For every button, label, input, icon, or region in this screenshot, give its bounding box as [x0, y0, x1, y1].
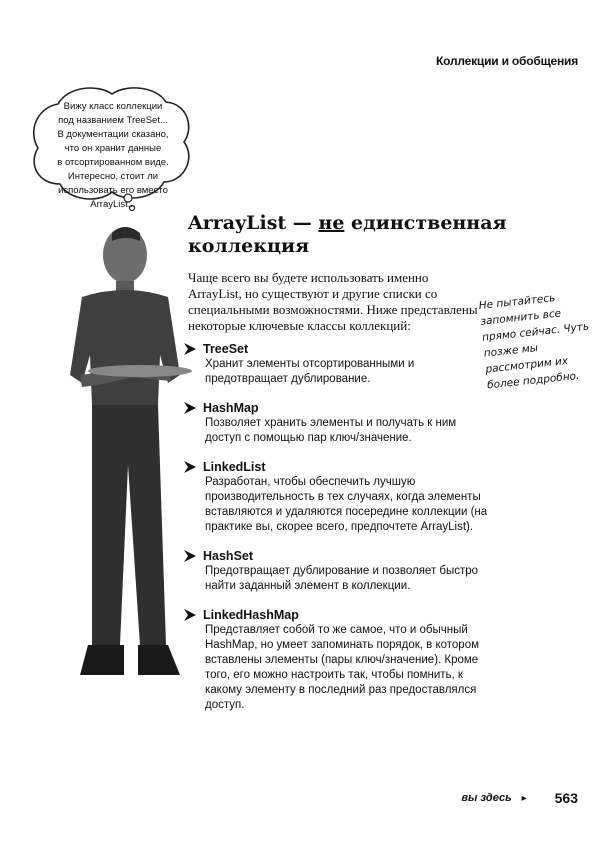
- collection-class-list: [183, 342, 493, 727]
- item-description: Разработан, чтобы обеспечить лучшую производительность в тех случаях, когда элементы вставляются и удаляются посередине коллекции (на практике вы, скорее всего, предпочтете ArrayList).: [205, 476, 488, 533]
- item-title: LinkedHashMap: [203, 608, 299, 622]
- item-description: Представляет собой то же самое, что и обычный HashMap, но умеет запоминать порядок, в котором вставлены элементы (пары ключ/значение). Кроме того, его можно настроить так, чтобы помнить, к какому элементу в последний раз предоставлялся доступ.: [205, 624, 480, 711]
- list-item: [183, 460, 493, 535]
- you-are-here-label: вы здесь: [461, 792, 512, 804]
- thought-bubble-text: Вижу класс коллекции под названием TreeSet... В документации сказано, что он хранит данные в отсортированном виде. Интересно, стоит ли использовать его вместо ArrayList...: [57, 101, 169, 210]
- section-heading: ArrayList — не единственная коллекция: [188, 212, 507, 257]
- item-title: HashSet: [203, 549, 254, 563]
- intro-paragraph: Чаще всего вы будете использовать именно ArrayList, но существуют и другие списки со специальными возможностями. Ниже представлены некоторые ключевые классы коллекций:: [188, 270, 478, 333]
- item-description: Предотвращает дублирование и позволяет быстро найти заданный элемент в коллекции.: [205, 565, 479, 592]
- running-header: Коллекции и обобщения: [435, 54, 578, 68]
- footer-arrow-icon: ▸: [521, 792, 527, 804]
- pointer-arrow-icon: [183, 549, 197, 563]
- pointer-arrow-icon: [183, 608, 197, 622]
- list-item: [183, 401, 493, 446]
- item-title: LinkedList: [203, 460, 266, 474]
- list-item: [183, 342, 493, 387]
- list-item: [183, 549, 493, 594]
- item-title: HashMap: [203, 401, 259, 415]
- handwritten-side-note: Не пытайтесь запомнить все прямо сейчас. Чуть позже мы рассмотрим их более подробно.: [478, 291, 590, 392]
- page-footer: [461, 790, 578, 806]
- item-description: Хранит элементы отсортированными и предотвращает дублирование.: [205, 358, 415, 385]
- page-number: 563: [554, 790, 578, 806]
- pointer-arrow-icon: [183, 460, 197, 474]
- item-title: TreeSet: [203, 342, 249, 356]
- pointer-arrow-icon: [183, 342, 197, 356]
- item-description: Позволяет хранить элементы и получать к ним доступ с помощью пар ключ/значение.: [205, 417, 457, 444]
- pointer-arrow-icon: [183, 401, 197, 415]
- list-item: [183, 608, 493, 713]
